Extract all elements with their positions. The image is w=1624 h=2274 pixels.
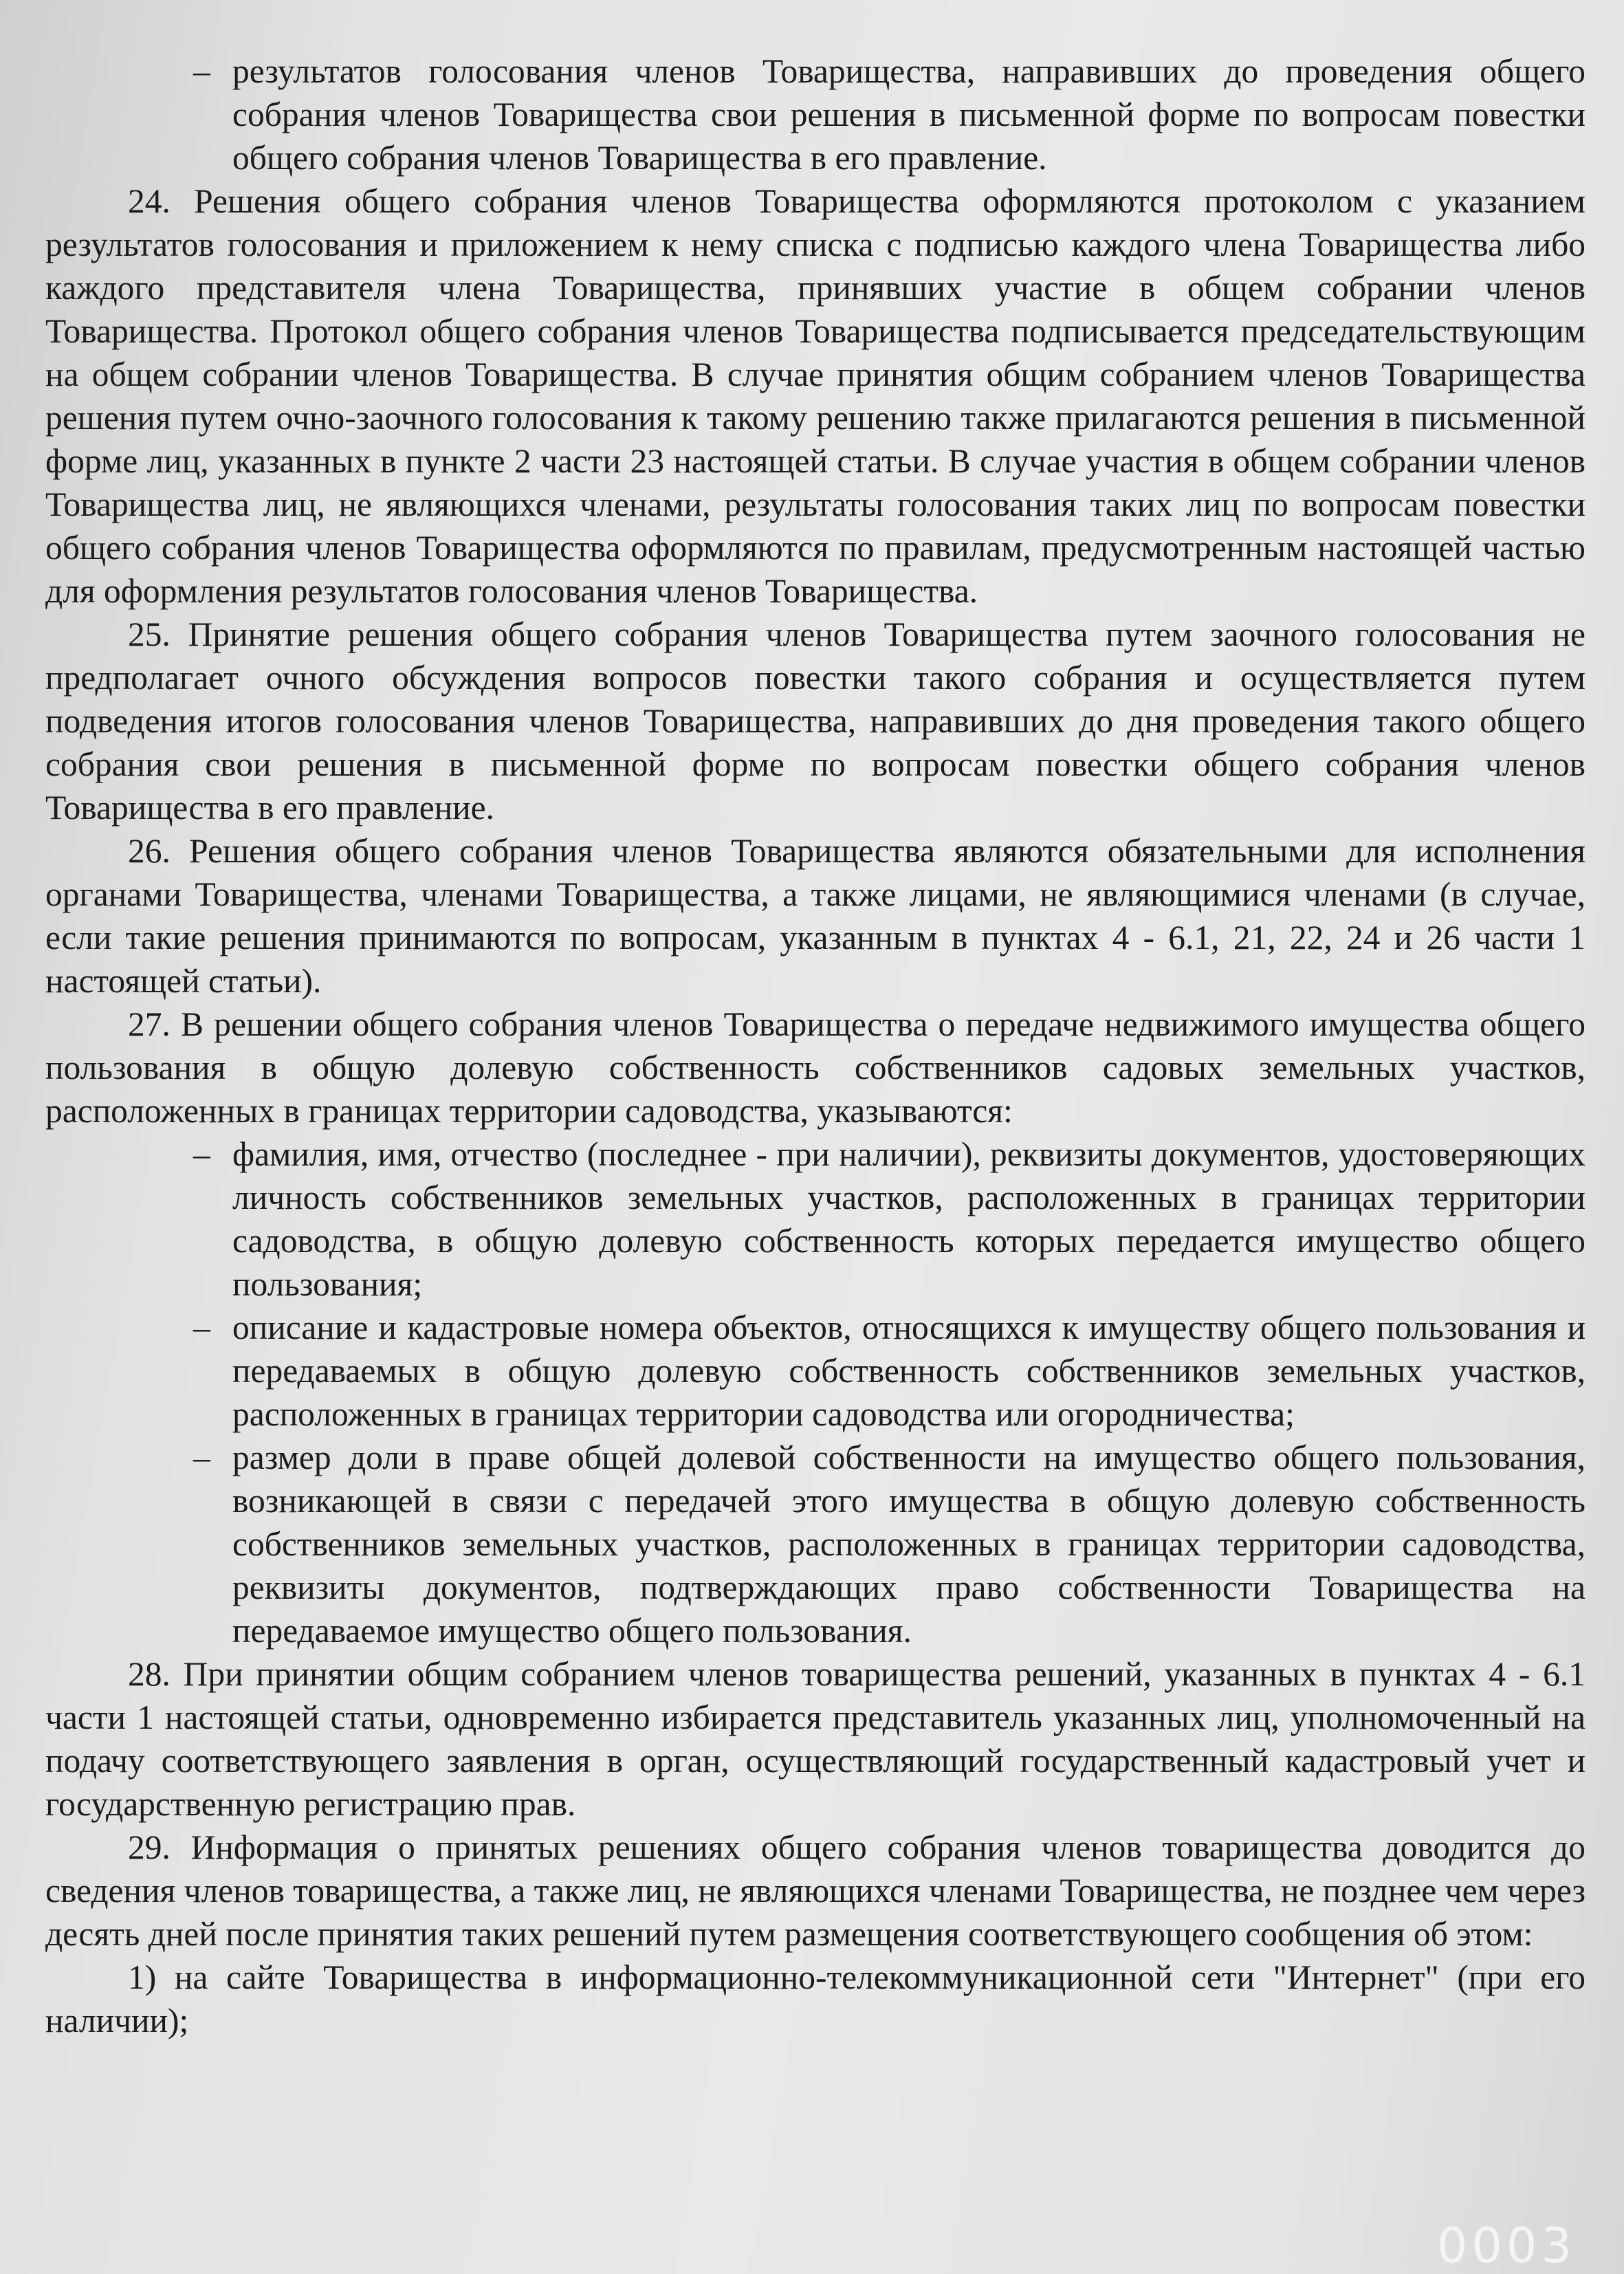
document-body [45, 50, 1585, 2042]
page-number-mark: 0003 [1436, 2218, 1576, 2274]
list-item-voting-results: – результатов голосования членов Товарищества, направивших до проведения общего собрания членов Товарищества свои решения в письменной форме по вопросам повестки общего собрания членов Товарищества в его правление. [45, 50, 1585, 179]
paragraph-29: 29. Информация о принятых решениях общего собрания членов товарищества доводится до сведения членов товарищества, а также лиц, не являющихся членами Товарищества, не позднее чем через десять дней после принятия таких решений путем размещения соответствующего сообщения об этом: [45, 1828, 1585, 1953]
paragraph-28: 28. При принятии общим собранием членов товарищества решений, указанных в пунктах 4 - 6.1 части 1 настоящей статьи, одновременно избирается представитель указанных лиц, уполномоченный на подачу соответствующего заявления в орган, осуществляющий государственный кадастровый учет и государственную регистрацию прав. [45, 1655, 1585, 1823]
paragraph-24: 24. Решения общего собрания членов Товарищества оформляются протоколом с указанием результатов голосования и приложением к нему списка с подписью каждого члена Товарищества либо каждого представителя члена Товарищества, принявших участие в общем собрании членов Товарищества. Протокол общего собрания членов Товарищества подписывается председательствующим на общем собрании членов Товарищества. В случае принятия общим собранием членов Товарищества решения путем очно-заочного голосования к такому решению также прилагаются решения в письменной форме лиц, указанных в пункте 2 части 23 настоящей статьи. В случае участия в общем собрании членов Товарищества лиц, не являющихся членами, результаты голосования таких лиц по вопросам повестки общего собрания членов Товарищества оформляются по правилам, предусмотренным настоящей частью для оформления результатов голосования членов Товарищества. [45, 182, 1585, 610]
list-item-owner-identity: – фамилия, имя, отчество (последнее - при наличии), реквизиты документов, удостоверяющих личность собственников земельных участков, расположенных в границах территории садоводства, в общую долевую собственность которых передается имущество общего пользования; [45, 1133, 1585, 1306]
paragraph-26: 26. Решения общего собрания членов Товарищества являются обязательными для исполнения органами Товарищества, членами Товарищества, а также лицами, не являющимися членами (в случае, если такие решения принимаются по вопросам, указанным в пунктах 4 - 6.1, 21, 22, 24 и 26 части 1 настоящей статьи). [45, 832, 1585, 1000]
paragraph-27: 27. В решении общего собрания членов Товарищества о передаче недвижимого имущества общего пользования в общую долевую собственность собственников садовых земельных участков, расположенных в границах территории садоводства, указываются: [45, 1005, 1585, 1130]
paragraph-29-item-1: 1) на сайте Товарищества в информационно-телекоммуникационной сети "Интернет" (при его наличии); [45, 1958, 1585, 2040]
list-item-share-size: – размер доли в праве общей долевой собственности на имущество общего пользования, возникающей в связи с передачей этого имущества в общую долевую собственность собственников земельных участков, расположенных в границах территории садоводства, реквизиты документов, подтверждающих право собственности Товарищества на передаваемое имущество общего пользования. [45, 1436, 1585, 1652]
paragraph-25: 25. Принятие решения общего собрания членов Товарищества путем заочного голосования не предполагает очного обсуждения вопросов повестки такого собрания и осуществляется путем подведения итогов голосования членов Товарищества, направивших до дня проведения такого общего собрания свои решения в письменной форме по вопросам повестки общего собрания членов Товарищества в его правление. [45, 615, 1585, 827]
list-item-cadastral-numbers: – описание и кадастровые номера объектов, относящихся к имуществу общего пользования и передаваемых в общую долевую собственность собственников земельных участков, расположенных в границах территории садоводства или огородничества; [45, 1306, 1585, 1436]
